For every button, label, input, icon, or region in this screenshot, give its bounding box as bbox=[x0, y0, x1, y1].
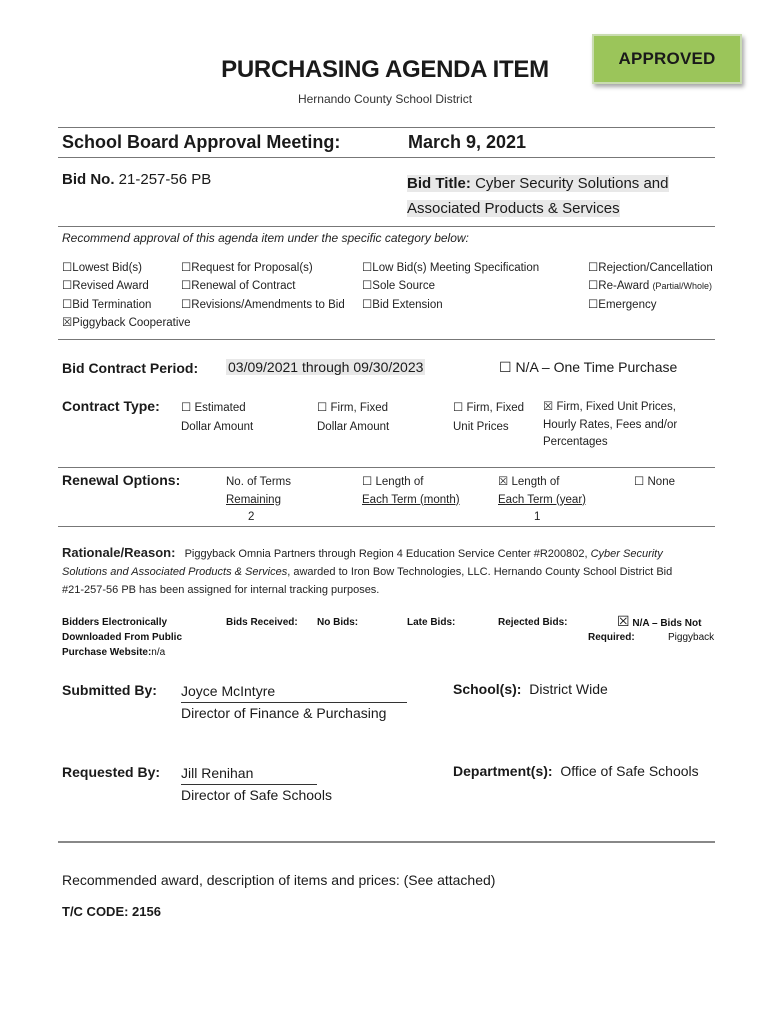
category-column-3 bbox=[362, 259, 539, 314]
bids-electronic-value: n/a bbox=[151, 647, 166, 658]
late-bids: Late Bids: bbox=[407, 617, 456, 628]
category-lowest-bid[interactable]: ☐Lowest Bid(s) bbox=[62, 262, 142, 274]
divider bbox=[58, 526, 715, 527]
category-renewal-of-contract[interactable]: ☐Renewal of Contract bbox=[181, 280, 296, 293]
bids-required-label: Required: bbox=[588, 632, 635, 643]
bids-electronically: Bidders Electronically Downloaded From Public Purchase Website:n/a bbox=[62, 617, 183, 658]
submitted-by-title: Director of Finance & Purchasing bbox=[181, 705, 387, 721]
requested-by-title: Director of Safe Schools bbox=[181, 787, 332, 803]
department bbox=[453, 763, 699, 779]
divider bbox=[58, 127, 715, 128]
no-bids: No Bids: bbox=[317, 617, 359, 628]
bids-received: Bids Received: bbox=[226, 617, 298, 628]
bid-title bbox=[407, 171, 669, 221]
category-revised-award[interactable]: ☐Revised Award bbox=[62, 280, 149, 293]
bids-piggyback: Piggyback bbox=[668, 632, 715, 643]
bids-not-required[interactable]: ☒ N/A – Bids Not bbox=[617, 613, 702, 629]
bid-title-value-1: Cyber Security Solutions and bbox=[475, 175, 669, 192]
school-value: District Wide bbox=[529, 681, 608, 697]
divider bbox=[58, 841, 715, 843]
tc-code: T/C CODE: 2156 bbox=[62, 904, 161, 919]
renewal-length-month[interactable]: ☐ Length of Each Term (month) bbox=[362, 476, 460, 506]
renewal-terms-value: 2 bbox=[248, 511, 255, 523]
bid-number bbox=[62, 171, 211, 188]
category-rejection-cancellation[interactable]: ☐Rejection/Cancellation bbox=[588, 262, 713, 274]
contract-type-firm-dollar[interactable]: ☐ Firm, Fixed Dollar Amount bbox=[317, 402, 390, 433]
divider bbox=[58, 226, 715, 227]
meeting-label: School Board Approval Meeting: bbox=[62, 132, 341, 152]
category-column-1 bbox=[62, 259, 191, 332]
category-re-award[interactable]: ☐Re-Award (Partial/Whole) bbox=[588, 280, 712, 293]
category-sole-source[interactable]: ☐Sole Source bbox=[362, 280, 435, 293]
rejected-bids: Rejected Bids: bbox=[498, 617, 568, 628]
page-title: PURCHASING AGENDA ITEM bbox=[221, 56, 549, 83]
submitted-by-label: Submitted By: bbox=[62, 682, 157, 698]
bid-number-label: Bid No. bbox=[62, 171, 115, 188]
contract-period-na[interactable]: ☐ N/A – One Time Purchase bbox=[499, 359, 678, 375]
category-low-bid-meeting-spec[interactable]: ☐Low Bid(s) Meeting Specification bbox=[362, 262, 540, 274]
divider bbox=[58, 339, 715, 340]
category-bid-termination[interactable]: ☐Bid Termination bbox=[62, 298, 152, 311]
renewal-label: Renewal Options: bbox=[62, 472, 181, 488]
contract-type-firm-unit[interactable]: ☐ Firm, Fixed Unit Prices bbox=[453, 402, 525, 433]
divider bbox=[58, 467, 715, 468]
bid-title-value-2: Associated Products & Services bbox=[407, 200, 620, 217]
bid-title-label: Bid Title: bbox=[407, 175, 471, 192]
category-emergency[interactable]: ☐Emergency bbox=[588, 298, 657, 311]
contract-period-value: 03/09/2021 through 09/30/2023 bbox=[228, 359, 424, 375]
requested-by bbox=[181, 763, 332, 806]
recommended-award: Recommended award, description of items and prices: (See attached) bbox=[62, 872, 496, 888]
category-revisions-amendments[interactable]: ☐Revisions/Amendments to Bid bbox=[181, 298, 345, 311]
contract-period-label: Bid Contract Period: bbox=[62, 360, 199, 376]
renewal-year-value: 1 bbox=[534, 511, 541, 523]
requested-by-name: Jill Renihan bbox=[181, 763, 317, 785]
category-request-for-proposal[interactable]: ☐Request for Proposal(s) bbox=[181, 262, 313, 274]
rationale: Rationale/Reason: Piggyback Omnia Partners through Region 4 Education Service Center #R200802, Cyber Security Solutions and Associated Products & Services, awarded to Iron Bow Technologies, LLC. Hernando County School District Bid #21-257-56 PB has been assigned for internal tracking purposes. bbox=[62, 545, 673, 596]
recommend-text: Recommend approval of this agenda item under the specific category below: bbox=[62, 231, 469, 245]
category-bid-extension[interactable]: ☐Bid Extension bbox=[362, 298, 443, 311]
category-piggyback-cooperative[interactable]: ☒Piggyback Cooperative bbox=[62, 316, 191, 329]
renewal-none[interactable]: ☐ None bbox=[634, 476, 675, 488]
department-value: Office of Safe Schools bbox=[560, 763, 699, 779]
renewal-length-year[interactable]: ☒ Length of Each Term (year) 1 bbox=[498, 474, 586, 527]
contract-type-firm-unit-hourly[interactable]: ☒ Firm, Fixed Unit Prices, Hourly Rates, Fees and/or Percentages bbox=[543, 401, 678, 448]
school-label: School(s): bbox=[453, 681, 522, 697]
renewal-terms: No. of Terms Remaining 2 bbox=[226, 474, 291, 527]
department-label: Department(s): bbox=[453, 763, 553, 779]
category-column-4 bbox=[588, 259, 713, 314]
submitted-by bbox=[181, 681, 407, 724]
requested-by-label: Requested By: bbox=[62, 764, 161, 780]
district-name: Hernando County School District bbox=[297, 92, 473, 106]
divider bbox=[58, 157, 715, 158]
bid-number-value: 21-257-56 PB bbox=[118, 171, 212, 188]
approved-stamp-label: APPROVED bbox=[618, 49, 716, 68]
contract-type-estimated[interactable]: ☐ Estimated Dollar Amount bbox=[181, 402, 254, 433]
meeting-date: March 9, 2021 bbox=[408, 132, 527, 152]
category-column-2 bbox=[181, 259, 345, 314]
rationale-label: Rationale/Reason: bbox=[62, 545, 176, 560]
contract-type-label: Contract Type: bbox=[62, 398, 160, 414]
submitted-by-name: Joyce McIntyre bbox=[181, 681, 407, 703]
school bbox=[453, 681, 608, 697]
